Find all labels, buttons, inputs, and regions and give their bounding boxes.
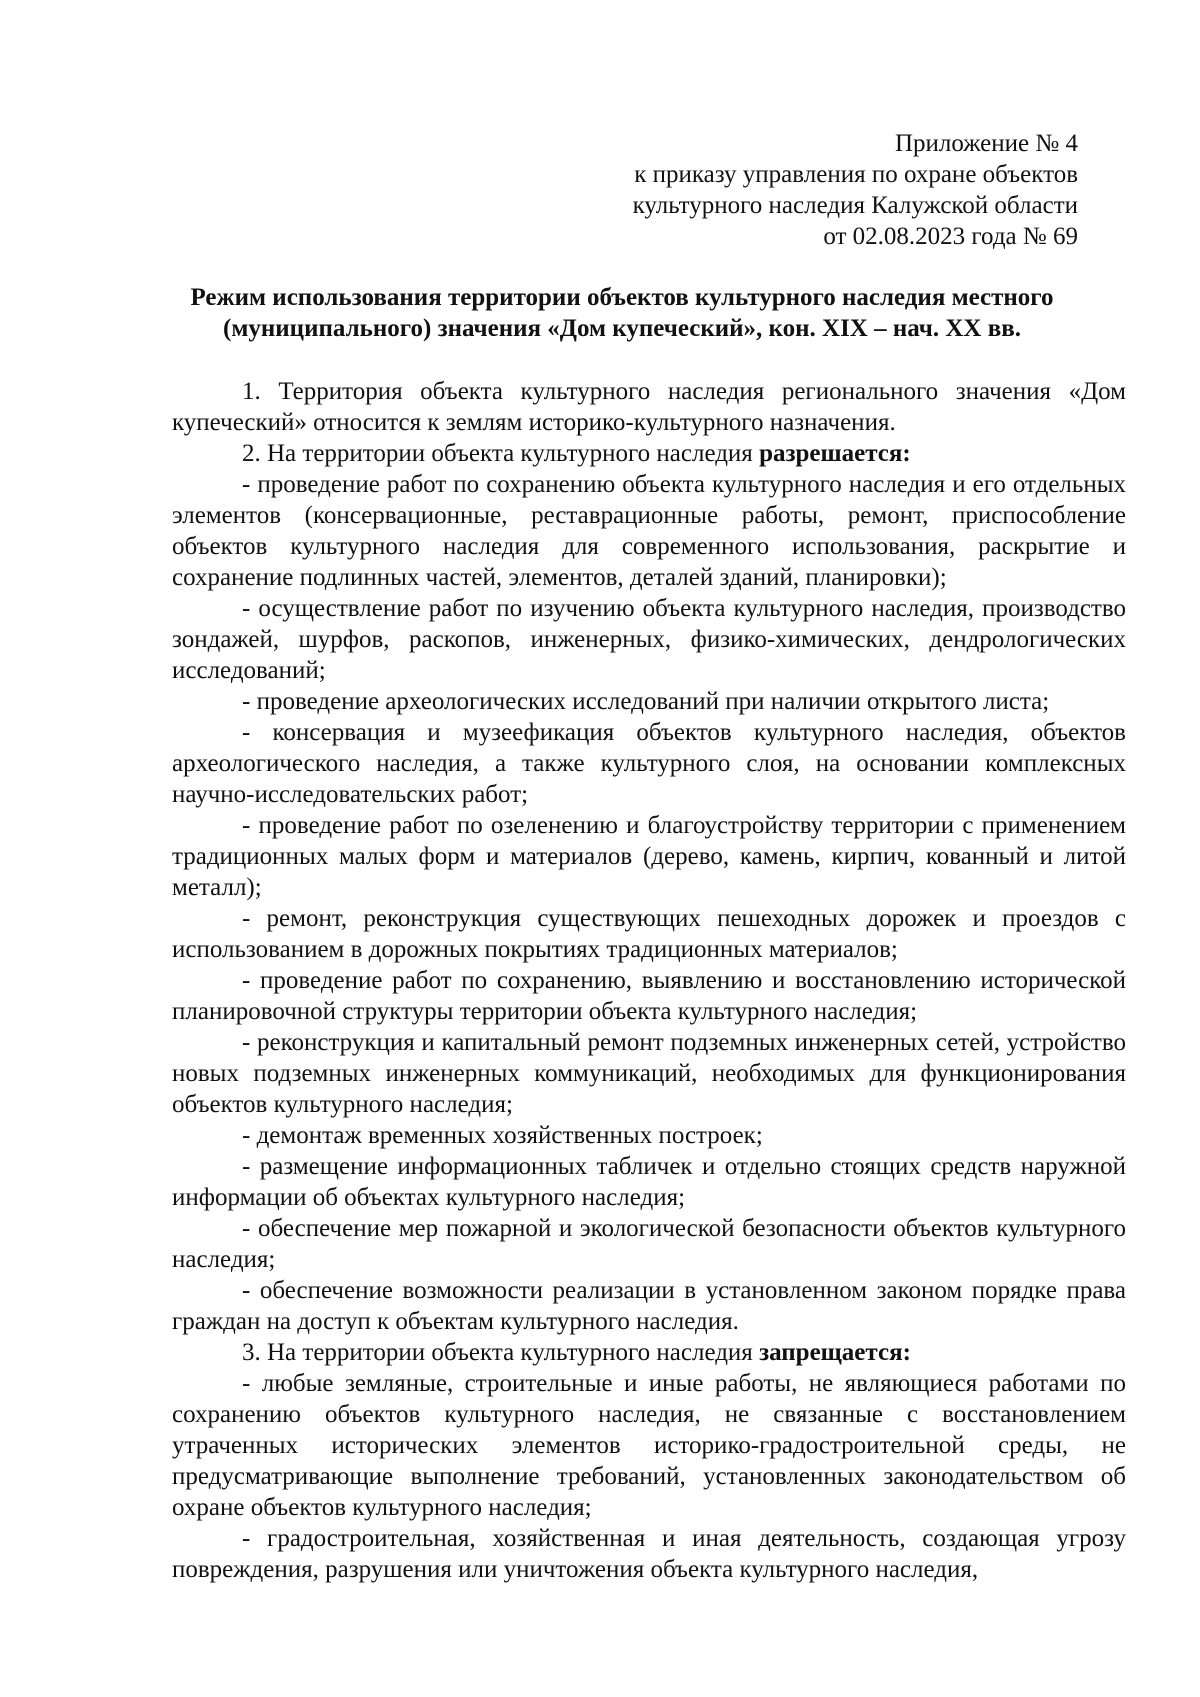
allowed-item: - осуществление работ по изучению объекта культурного наследия, производство зондажей, шурфов, раскопов, инженерных, физико-химических, дендрологических исследований;: [172, 595, 1126, 684]
allowed-item: - проведение работ по сохранению объекта культурного наследия и его отдельных элементов (консервационные, реставрационные работы, ремонт, приспособление объектов культурного наследия для современного использования, раскрытие и сохранение подлинных частей, элементов, деталей зданий, планировки);: [172, 471, 1126, 591]
prohibited-keyword: запрещается:: [759, 1339, 911, 1366]
allowed-item: - проведение работ по сохранению, выявлению и восстановлению исторической планировочной структуры территории объекта культурного наследия;: [172, 967, 1126, 1025]
allowed-item: - проведение работ по озеленению и благоустройству территории с применением традиционных малых форм и материалов (дерево, камень, кирпич, кованный и литой металл);: [172, 812, 1126, 901]
allowed-item: - обеспечение возможности реализации в установленном законом порядке права граждан на доступ к объектам культурного наследия.: [172, 1277, 1126, 1335]
appendix-date: от 02.08.2023 года № 69: [823, 223, 1078, 250]
allowed-item: - обеспечение мер пожарной и экологической безопасности объектов культурного наследия;: [172, 1215, 1126, 1273]
prohibited-item: - любые земляные, строительные и иные работы, не являющиеся работами по сохранению объектов культурного наследия, не связанные с восстановлением утраченных исторических элементов историко-градостроительной среды, не предусматривающие выполнение требований, установленных законодательством об охране объектов культурного наследия;: [172, 1370, 1126, 1521]
appendix-number: Приложение № 4: [894, 130, 1078, 157]
appendix-header: [633, 128, 1078, 252]
allowed-item: - реконструкция и капитальный ремонт подземных инженерных сетей, устройство новых подземных инженерных коммуникаций, необходимых для функционирования объектов культурного наследия;: [172, 1029, 1126, 1118]
paragraph-3-heading: [172, 1337, 1126, 1368]
appendix-order-ref: к приказу управления по охране объектов: [634, 161, 1078, 188]
prohibited-item: - градостроительная, хозяйственная и иная деятельность, создающая угрозу повреждения, разрушения или уничтожения объекта культурного наследия,: [172, 1525, 1126, 1583]
paragraph-2-text: 2. На территории объекта культурного наследия: [242, 440, 760, 467]
allowed-item: - консервация и музеефикация объектов культурного наследия, объектов археологического наследия, а также культурного слоя, на основании комплексных научно-исследовательских работ;: [172, 719, 1126, 808]
paragraph-1: 1. Территория объекта культурного наследия регионального значения «Дом купеческий» относится к землям историко-культурного назначения.: [172, 378, 1126, 436]
document-body: [172, 376, 1126, 1585]
document-title-line-2: (муниципального) значения «Дом купеческий», кон. XIX – нач. XX вв.: [223, 315, 1021, 342]
document-title-line-1: Режим использования территории объектов культурного наследия местного: [190, 284, 1054, 311]
allowed-item: - проведение археологических исследований при наличии открытого листа;: [242, 688, 1050, 715]
allowed-item: - демонтаж временных хозяйственных построек;: [242, 1122, 763, 1149]
appendix-authority: культурного наследия Калужской области: [632, 192, 1078, 219]
paragraph-3-text: 3. На территории объекта культурного наследия: [242, 1339, 760, 1366]
allowed-item: - размещение информационных табличек и отдельно стоящих средств наружной информации об объектах культурного наследия;: [172, 1153, 1126, 1211]
allowed-keyword: разрешается:: [759, 440, 911, 467]
allowed-item: - ремонт, реконструкция существующих пешеходных дорожек и проездов с использованием в дорожных покрытиях традиционных материалов;: [172, 905, 1126, 963]
paragraph-2-heading: [172, 438, 1126, 469]
document-title: [160, 282, 1084, 344]
